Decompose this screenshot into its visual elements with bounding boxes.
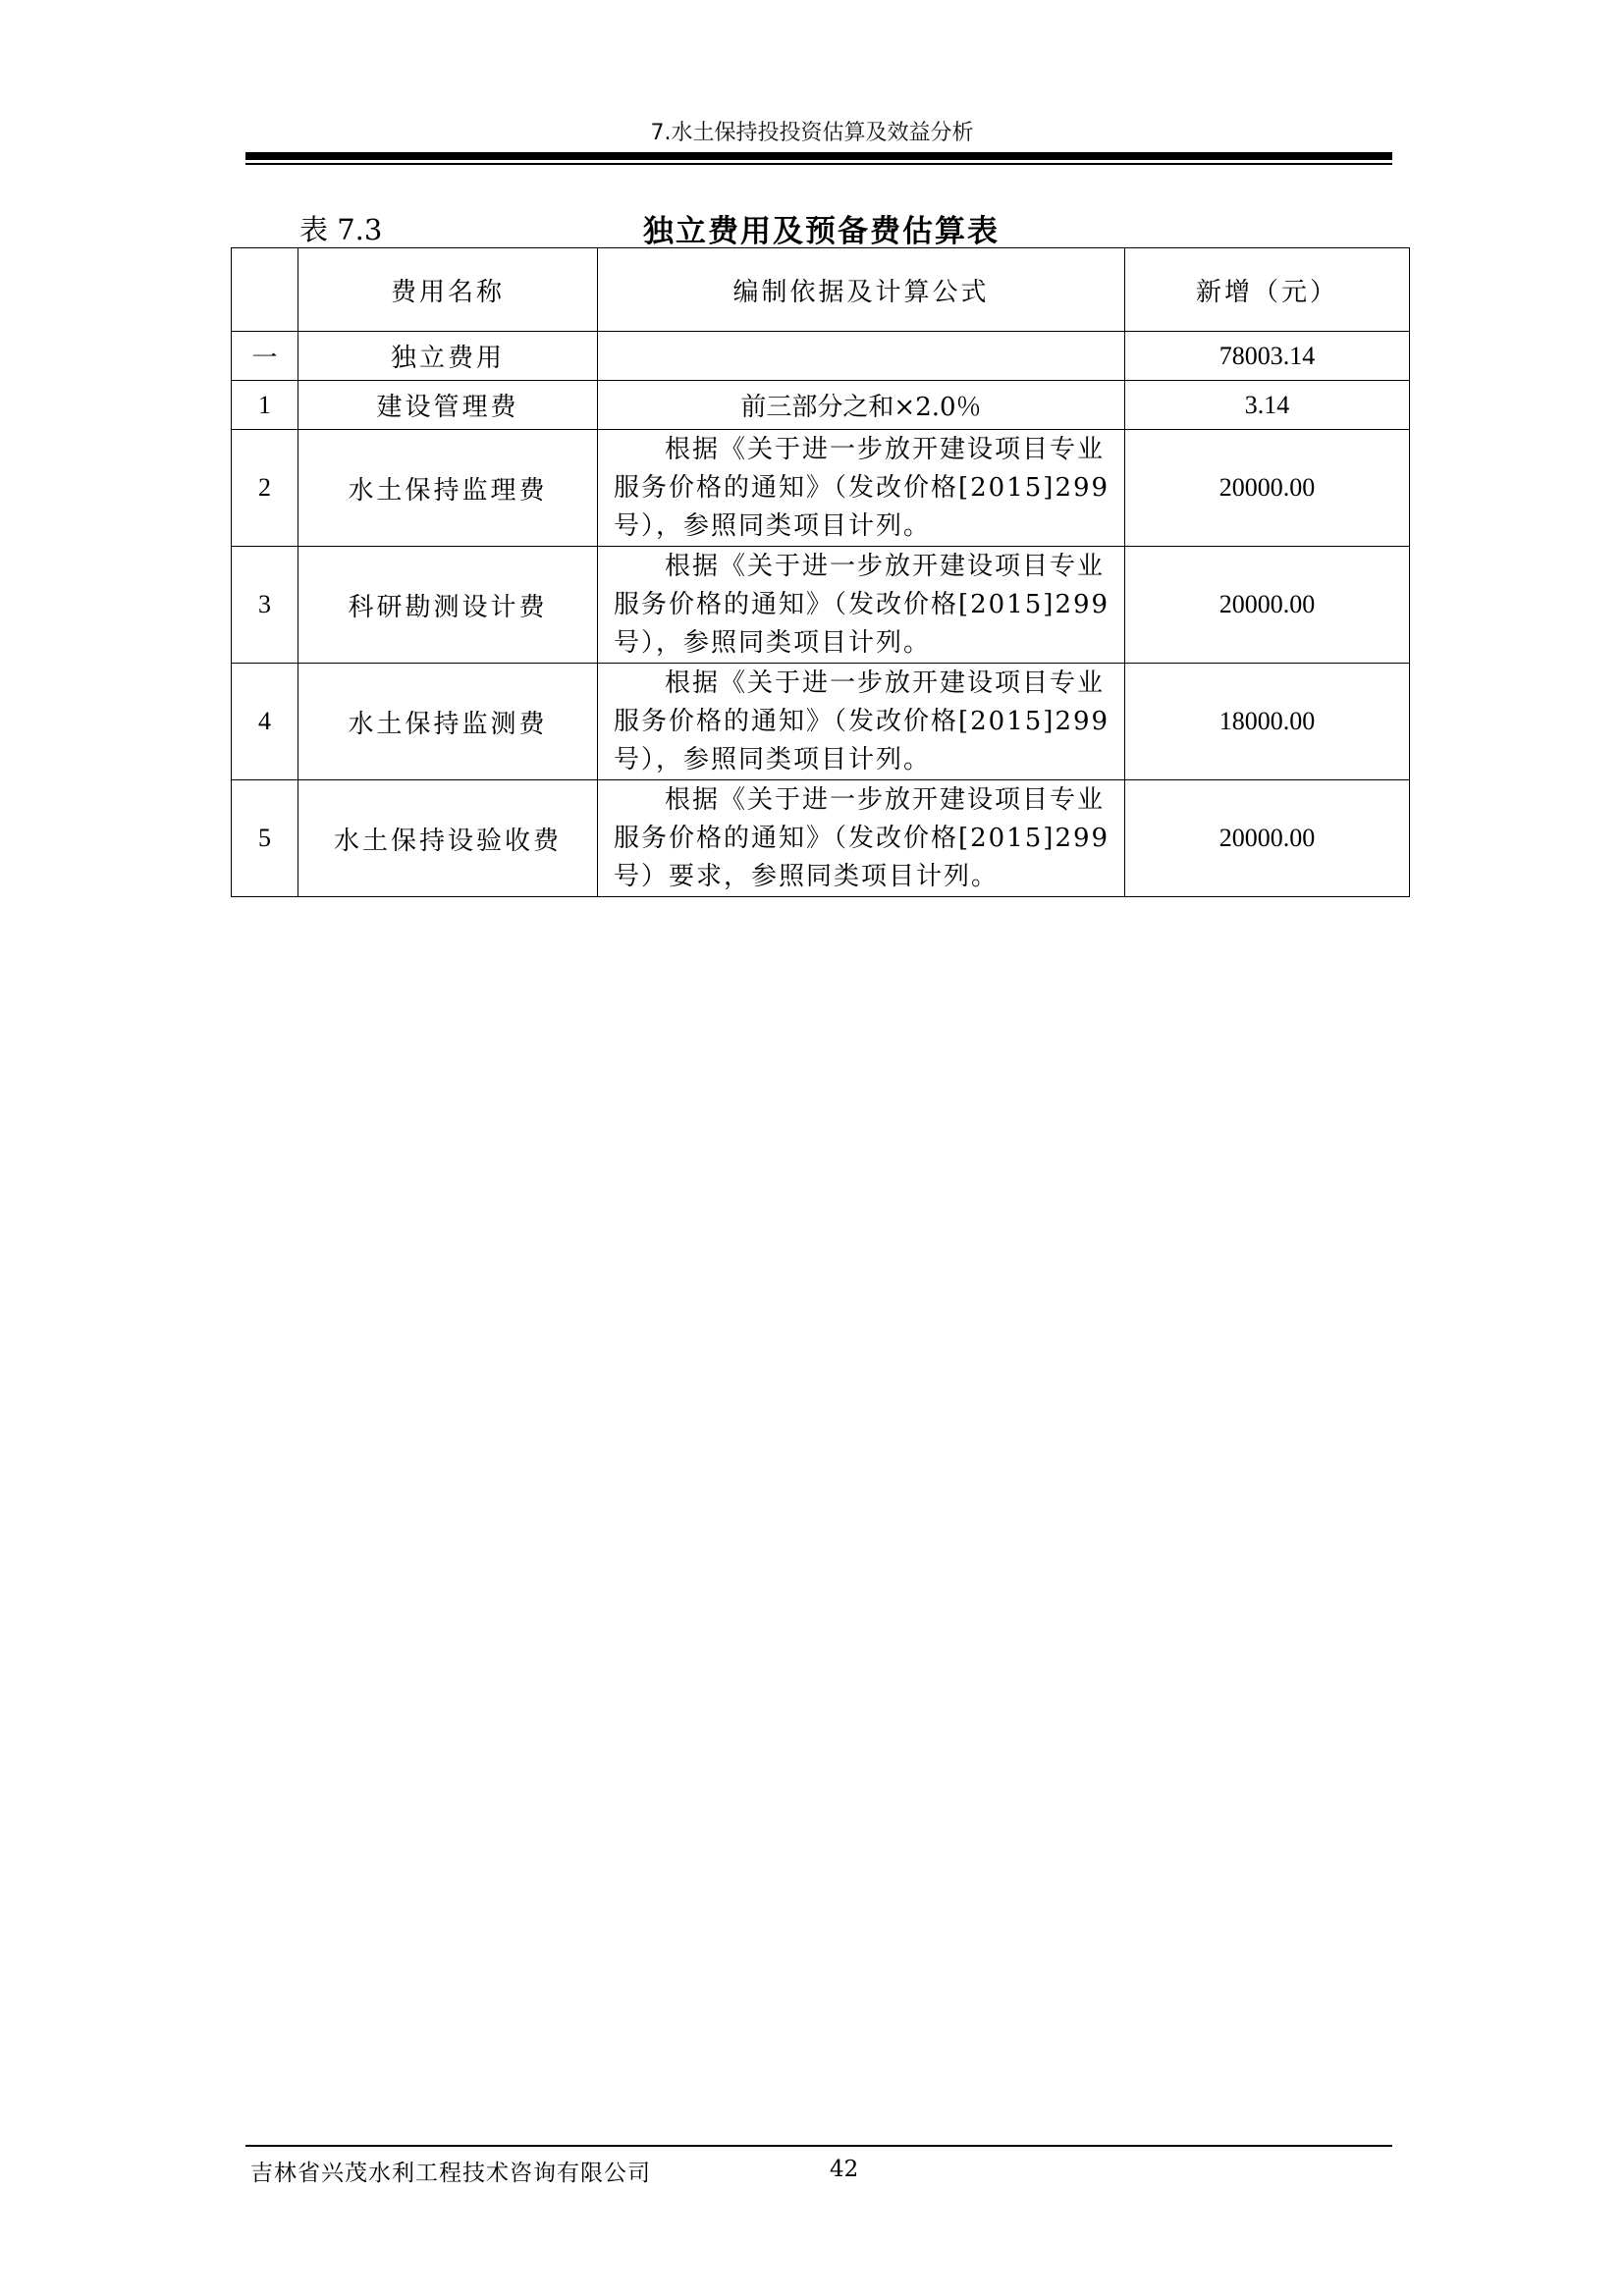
footer-company-name: 吉林省兴茂水利工程技术咨询有限公司 (250, 2161, 651, 2186)
row-basis: 前三部分之和×2.0％ (598, 381, 1125, 430)
row-no: 5 (232, 780, 298, 897)
row-name: 科研勘测设计费 (298, 547, 598, 664)
table-row (232, 780, 1410, 897)
row-amount: 78003.14 (1125, 332, 1410, 381)
table-row (232, 332, 1410, 381)
row-amount: 20000.00 (1125, 780, 1410, 897)
page-number: 42 (830, 2157, 859, 2182)
row-no: 3 (232, 547, 298, 664)
header-cell-amount: 新增（元） (1125, 248, 1410, 332)
table-title: 独立费用及预备费估算表 (643, 214, 1000, 249)
table-row (232, 547, 1410, 664)
cost-table (231, 247, 1410, 897)
header-cell-basis: 编制依据及计算公式 (598, 248, 1125, 332)
running-header: 7.水土保持投投资估算及效益分析 (650, 121, 974, 145)
header-cell-no (232, 248, 298, 332)
row-no: 4 (232, 664, 298, 780)
header-rule-thick (245, 152, 1392, 160)
row-basis: 根据《关于进一步放开建设项目专业服务价格的通知》（发改价格[2015]299号），参照同类项目计列。 (598, 547, 1125, 664)
row-name: 建设管理费 (298, 381, 598, 430)
table-row (232, 381, 1410, 430)
row-no: 2 (232, 430, 298, 547)
row-no: 一 (232, 332, 298, 381)
footer-rule (245, 2145, 1392, 2147)
row-no: 1 (232, 381, 298, 430)
row-amount: 3.14 (1125, 381, 1410, 430)
table-row (232, 664, 1410, 780)
table-header-row (232, 248, 1410, 332)
row-name: 独立费用 (298, 332, 598, 381)
row-basis: 根据《关于进一步放开建设项目专业服务价格的通知》（发改价格[2015]299号），参照同类项目计列。 (598, 664, 1125, 780)
row-name: 水土保持监理费 (298, 430, 598, 547)
row-basis: 根据《关于进一步放开建设项目专业服务价格的通知》（发改价格[2015]299号），参照同类项目计列。 (598, 430, 1125, 547)
header-cell-name: 费用名称 (298, 248, 598, 332)
header-rule-thin (245, 163, 1392, 165)
row-amount: 20000.00 (1125, 547, 1410, 664)
row-amount: 20000.00 (1125, 430, 1410, 547)
row-name: 水土保持设验收费 (298, 780, 598, 897)
row-name: 水土保持监测费 (298, 664, 598, 780)
row-basis (598, 332, 1125, 381)
row-amount: 18000.00 (1125, 664, 1410, 780)
table-row (232, 430, 1410, 547)
table-label: 表 7.3 (299, 213, 383, 246)
row-basis: 根据《关于进一步放开建设项目专业服务价格的通知》（发改价格[2015]299号）要求，参照同类项目计列。 (598, 780, 1125, 897)
